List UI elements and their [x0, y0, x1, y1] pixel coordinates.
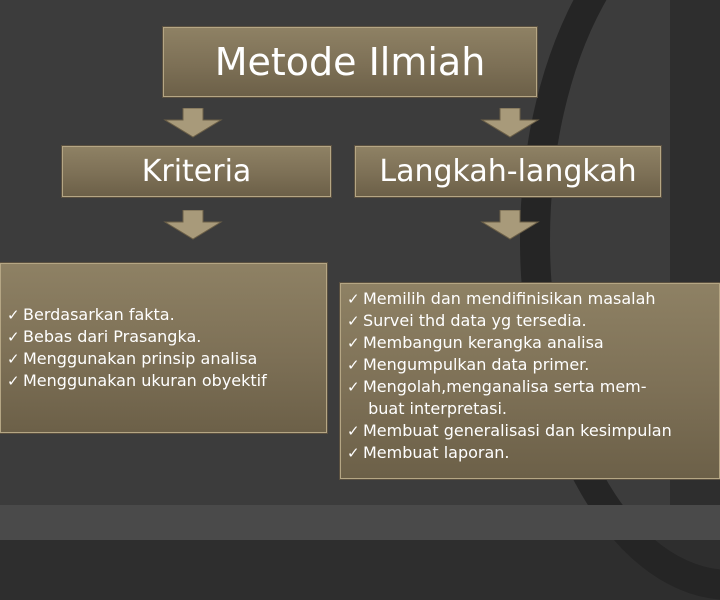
list-item-text: Bebas dari Prasangka. — [23, 327, 202, 346]
list-item-text: Berdasarkan fakta. — [23, 305, 175, 324]
langkah-heading: Langkah-langkah — [379, 154, 637, 189]
arrow-down-icon — [163, 210, 223, 240]
title-text: Metode Ilmiah — [214, 40, 486, 84]
list-item — [7, 348, 267, 370]
langkah-list — [347, 288, 713, 464]
background-strip — [0, 505, 720, 540]
checkmark-icon: ✓ — [347, 290, 360, 308]
list-item — [7, 304, 267, 326]
arrow-down-icon — [480, 210, 540, 240]
list-item — [347, 332, 713, 354]
arrow-down-icon — [163, 108, 223, 138]
checkmark-icon: ✓ — [7, 328, 20, 346]
kriteria-heading-box — [62, 146, 331, 197]
checkmark-icon: ✓ — [7, 306, 20, 324]
list-item-text: Membangun kerangka analisa — [363, 333, 604, 352]
kriteria-list-box — [0, 263, 327, 433]
checkmark-icon: ✓ — [7, 372, 20, 390]
list-item — [7, 370, 267, 392]
langkah-list-box — [340, 283, 720, 479]
list-item-text: Menggunakan prinsip analisa — [23, 349, 258, 368]
checkmark-icon: ✓ — [347, 422, 360, 440]
list-item-text: Menggunakan ukuran obyektif — [23, 371, 267, 390]
list-item — [347, 288, 713, 310]
list-item — [7, 326, 267, 348]
list-item-text: Memilih dan mendifinisikan masalah — [363, 289, 656, 308]
list-item — [347, 442, 713, 464]
list-item-text: Membuat generalisasi dan kesimpulan — [363, 421, 672, 440]
list-item — [347, 376, 713, 420]
checkmark-icon: ✓ — [347, 312, 360, 330]
checkmark-icon: ✓ — [347, 356, 360, 374]
title-box — [163, 27, 537, 97]
langkah-heading-box — [355, 146, 661, 197]
kriteria-heading: Kriteria — [141, 154, 252, 189]
checkmark-icon: ✓ — [347, 334, 360, 352]
arrow-down-icon — [480, 108, 540, 138]
list-item-text: Membuat laporan. — [363, 443, 510, 462]
checkmark-icon: ✓ — [347, 378, 360, 396]
checkmark-icon: ✓ — [347, 444, 360, 462]
list-item-text: Mengumpulkan data primer. — [363, 355, 590, 374]
list-item — [347, 310, 713, 332]
list-item — [347, 354, 713, 376]
list-item — [347, 420, 713, 442]
checkmark-icon: ✓ — [7, 350, 20, 368]
list-item-text: Mengolah,menganalisa serta mem- buat interpretasi. — [363, 377, 647, 418]
list-item-text: Survei thd data yg tersedia. — [363, 311, 587, 330]
kriteria-list — [7, 304, 267, 392]
